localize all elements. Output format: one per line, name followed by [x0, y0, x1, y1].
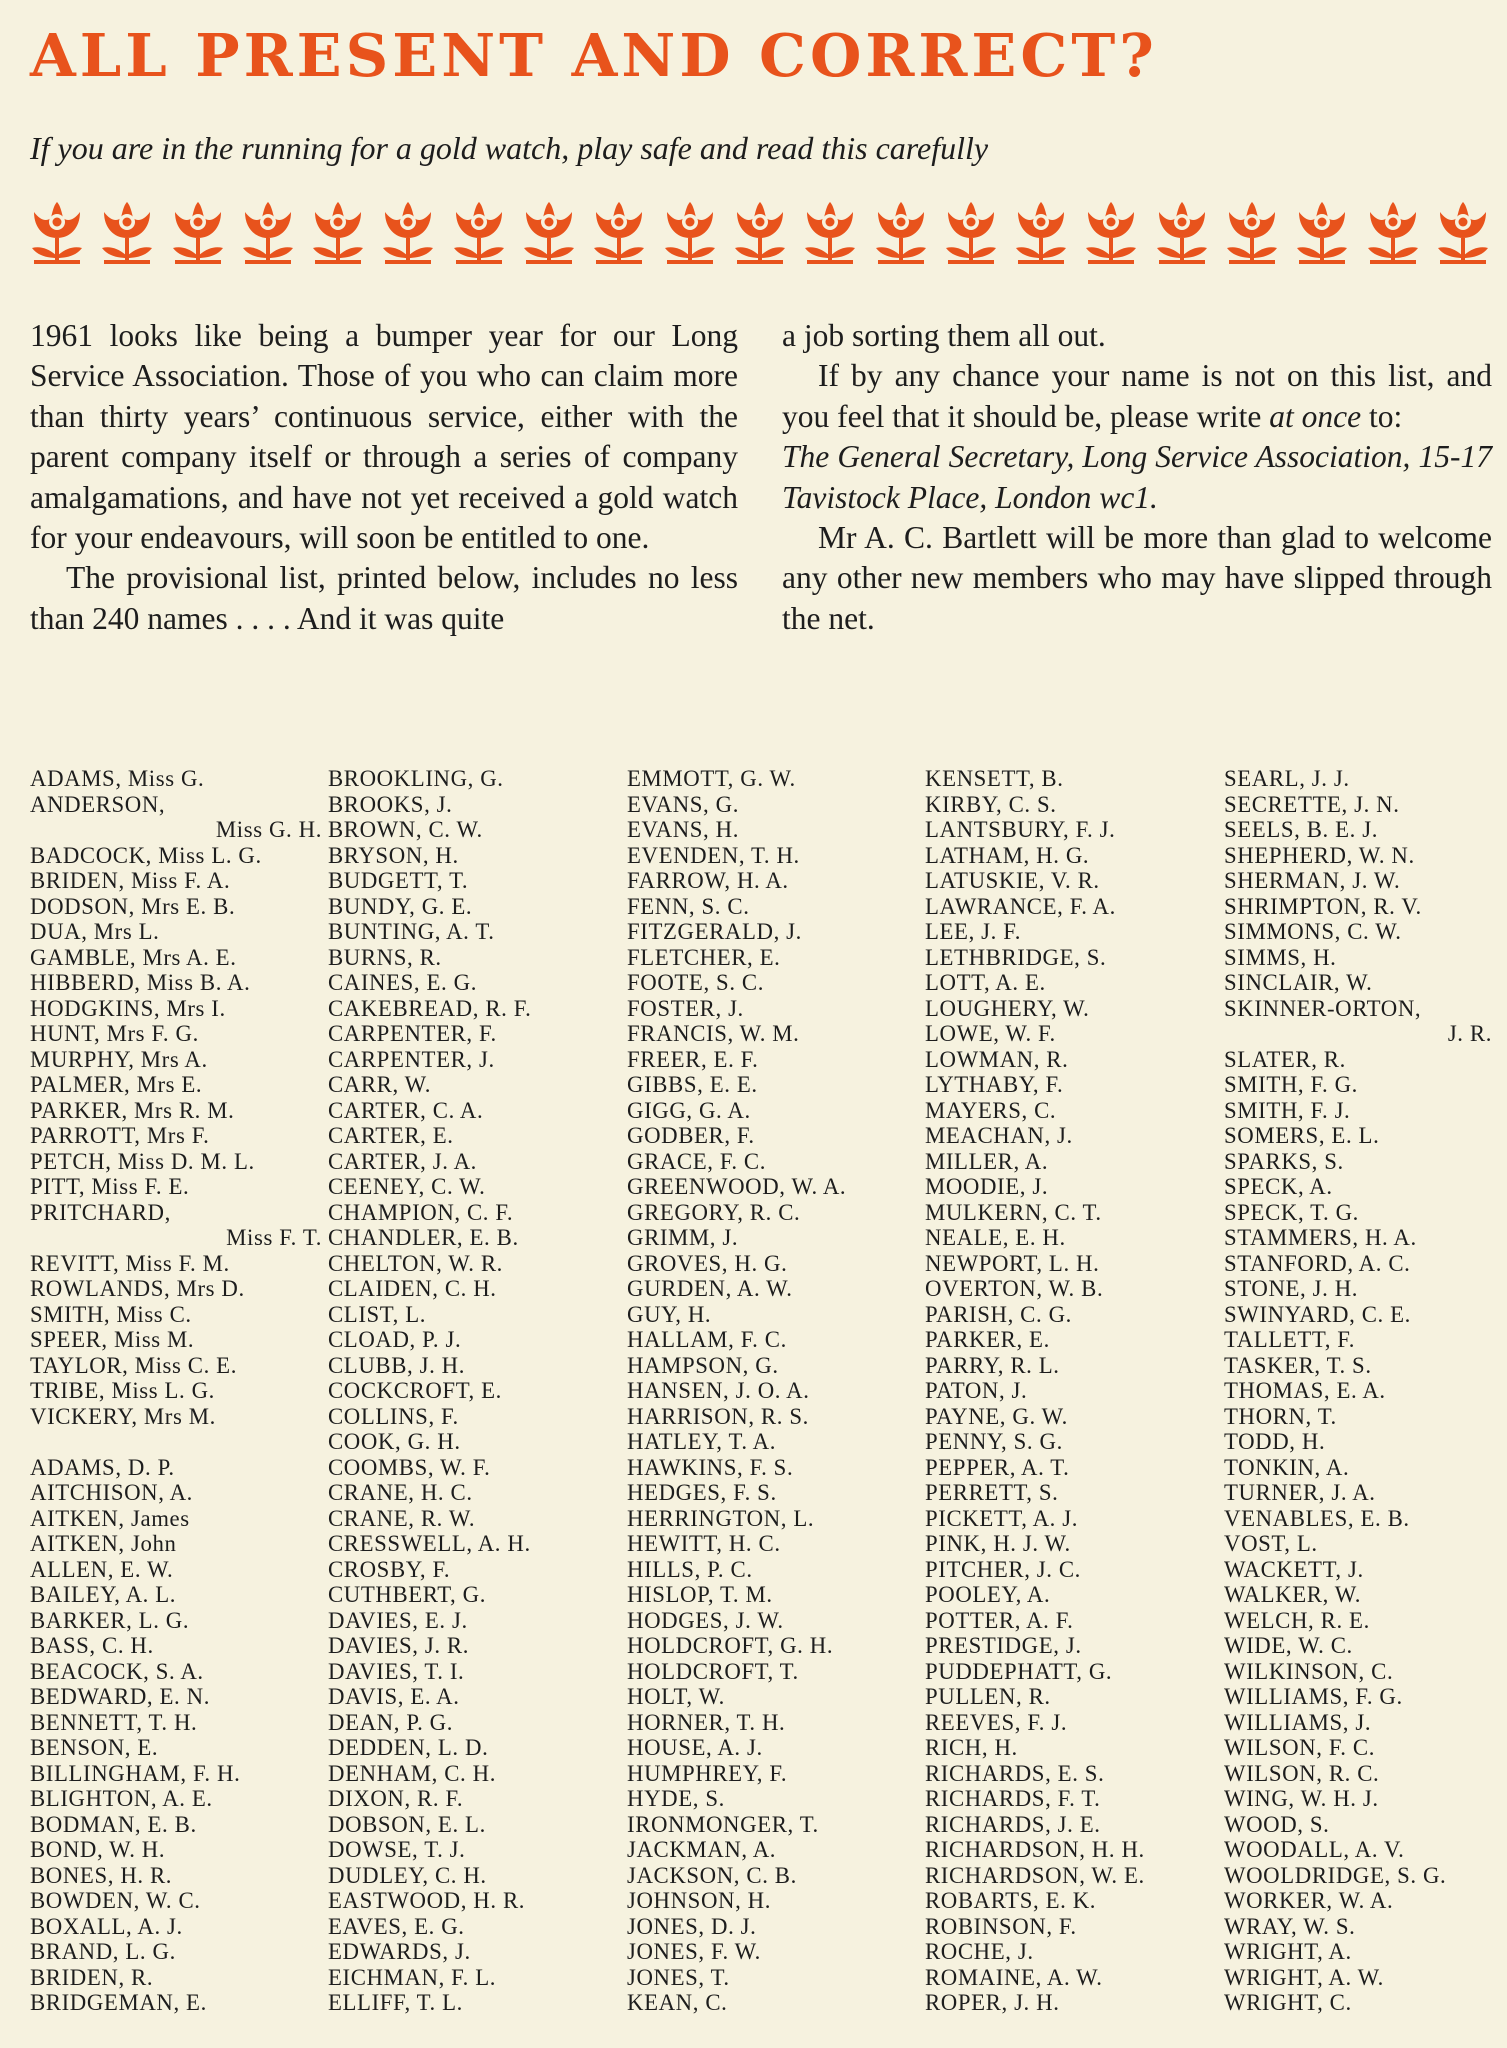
member-name: GUY, H.: [627, 1301, 712, 1327]
member-name: GRACE, F. C.: [627, 1148, 767, 1174]
member-name: CLOAD, P. J.: [328, 1327, 462, 1352]
member-name: HORNER, T. H.: [627, 1709, 786, 1735]
names-column-4: [925, 766, 1217, 2016]
tulip-flower-icon: [169, 198, 227, 266]
member-name: JOHNSON, H.: [627, 1888, 772, 1913]
member-name: BARKER, L. G.: [30, 1607, 190, 1633]
member-name: ROPER, J. H.: [925, 1990, 1060, 2015]
member-name: PARISH, C. G.: [925, 1301, 1072, 1327]
member-name: PEPPER, A. T.: [925, 1454, 1070, 1480]
tulip-flower-icon: [1012, 198, 1070, 266]
member-name: HODGES, J. W.: [627, 1607, 784, 1633]
member-name: EASTWOOD, H. R.: [328, 1888, 526, 1913]
member-name: BRIDGEMAN, E.: [30, 1990, 207, 2015]
member-name: HODGKINS, Mrs I.: [30, 995, 226, 1021]
member-name: SPECK, T. G.: [1224, 1199, 1359, 1225]
member-name: ROBINSON, F.: [925, 1913, 1077, 1939]
tulip-flower-icon: [98, 198, 156, 266]
member-name: AITKEN, James: [30, 1505, 190, 1531]
member-name: HOLDCROFT, T.: [627, 1658, 799, 1684]
member-name: HOLDCROFT, G. H.: [627, 1633, 834, 1658]
member-name: LATUSKIE, V. R.: [925, 868, 1100, 893]
names-column-5: [1224, 766, 1492, 2016]
member-name: BADCOCK, Miss L. G.: [30, 842, 262, 868]
member-name: BROWN, C. W.: [328, 817, 483, 842]
tulip-flower-icon: [309, 198, 367, 266]
member-name: CRESSWELL, A. H.: [328, 1531, 531, 1556]
member-name: GAMBLE, Mrs A. E.: [30, 944, 237, 970]
member-name: CLIST, L.: [328, 1301, 427, 1327]
member-name: FOOTE, S. C.: [627, 970, 765, 995]
member-name: SLATER, R.: [1224, 1046, 1346, 1072]
member-name: VICKERY, Mrs M.: [30, 1403, 216, 1429]
member-name: SMITH, F. G.: [1224, 1072, 1358, 1097]
tulip-flower-icon: [1153, 198, 1211, 266]
names-column-2: [328, 766, 620, 2016]
member-name: GRIMM, J.: [627, 1225, 739, 1250]
member-name: CRANE, H. C.: [328, 1480, 473, 1505]
member-name: TRIBE, Miss L. G.: [30, 1378, 215, 1403]
member-name: BUNTING, A. T.: [328, 919, 495, 944]
member-name: DUDLEY, C. H.: [328, 1862, 487, 1888]
member-name: CHANDLER, E. B.: [328, 1225, 519, 1250]
member-name: PICKETT, A. J.: [925, 1505, 1078, 1531]
member-name: HUMPHREY, F.: [627, 1760, 788, 1786]
member-name: STAMMERS, H. A.: [1224, 1225, 1417, 1250]
member-name: PUDDEPHATT, G.: [925, 1658, 1113, 1684]
member-name: BRIDEN, R.: [30, 1964, 154, 1990]
member-name: DENHAM, C. H.: [328, 1760, 497, 1786]
member-name: GREGORY, R. C.: [627, 1199, 801, 1225]
member-name: WACKETT, J.: [1224, 1556, 1364, 1582]
tulip-flower-icon: [239, 198, 297, 266]
member-name: CARTER, C. A.: [328, 1097, 484, 1123]
member-name: WILSON, R. C.: [1224, 1760, 1380, 1786]
member-name: JACKSON, C. B.: [627, 1862, 797, 1888]
member-name: PARKER, E.: [925, 1327, 1050, 1352]
member-name: HIBBERD, Miss B. A.: [30, 970, 251, 995]
member-name: WRAY, W. S.: [1224, 1913, 1356, 1939]
tulip-flower-icon: [28, 198, 86, 266]
member-name: BONES, H. R.: [30, 1862, 173, 1888]
address-text: The General Secretary, Long Service Association, 15-17 Tavistock Place, London wc1.: [782, 439, 1492, 515]
member-name: BRIDEN, Miss F. A.: [30, 868, 231, 893]
member-name: WOOLDRIDGE, S. G.: [1224, 1862, 1447, 1888]
member-name: ALLEN, E. W.: [30, 1556, 174, 1582]
member-name: BRYSON, H.: [328, 842, 459, 868]
member-name: RICHARDS, E. S.: [925, 1760, 1105, 1786]
member-name: BASS, C. H.: [30, 1633, 154, 1658]
member-name: BEACOCK, S. A.: [30, 1658, 204, 1684]
member-name: PALMER, Mrs E.: [30, 1072, 203, 1097]
member-name: CARPENTER, F.: [328, 1021, 497, 1046]
member-name: SOMERS, E. L.: [1224, 1123, 1380, 1148]
member-name: SIMMS, H.: [1224, 944, 1337, 970]
member-name: BENNETT, T. H.: [30, 1709, 198, 1735]
member-name: BOXALL, A. J.: [30, 1913, 183, 1939]
member-name: THOMAS, E. A.: [1224, 1378, 1386, 1403]
member-name: ADAMS, Miss G.: [30, 766, 205, 791]
member-name: CHELTON, W. R.: [328, 1250, 503, 1276]
member-name: SIMMONS, C. W.: [1224, 919, 1402, 944]
member-name: ELLIFF, T. L.: [328, 1990, 463, 2015]
member-name: PAYNE, G. W.: [925, 1403, 1068, 1429]
member-name: BURNS, R.: [328, 944, 442, 970]
member-name: FITZGERALD, J.: [627, 919, 802, 944]
member-name: FRANCIS, W. M.: [627, 1021, 800, 1046]
list-spacer: [30, 1429, 322, 1455]
member-name: AITKEN, John: [30, 1531, 177, 1556]
member-name: SWINYARD, C. E.: [1224, 1301, 1411, 1327]
member-name: PINK, H. J. W.: [925, 1531, 1071, 1556]
member-name: DODSON, Mrs E. B.: [30, 893, 236, 919]
member-name: SPECK, A.: [1224, 1174, 1333, 1199]
intro-paragraph: 1961 looks like being a bumper year for our Long Service Association. Those of you who can claim more than thirty years’ continuous service, either with the parent company itself or through a series of company amalgamations, and have not yet received a gold watch for your endeavours, will soon be entitled to one.: [30, 318, 738, 556]
member-name: GIGG, G. A.: [627, 1097, 751, 1123]
member-name: WRIGHT, A.: [1224, 1939, 1352, 1964]
member-name: MEACHAN, J.: [925, 1123, 1073, 1148]
member-name: BUDGETT, T.: [328, 868, 469, 893]
member-name: MILLER, A.: [925, 1148, 1049, 1174]
member-name: HISLOP, T. M.: [627, 1582, 773, 1607]
member-name: HEWITT, H. C.: [627, 1531, 781, 1556]
member-name: RICHARDSON, W. E.: [925, 1862, 1145, 1888]
names-column-1: [30, 766, 322, 2016]
member-name: AITCHISON, A.: [30, 1480, 193, 1505]
member-name: CUTHBERT, G.: [328, 1582, 487, 1607]
member-name: POOLEY, A.: [925, 1582, 1051, 1607]
member-name: CROSBY, F.: [328, 1556, 451, 1582]
member-name: DOWSE, T. J.: [328, 1837, 466, 1862]
member-name: PRESTIDGE, J.: [925, 1633, 1082, 1658]
member-name: TASKER, T. S.: [1224, 1352, 1372, 1378]
member-name: DOBSON, E. L.: [328, 1811, 486, 1837]
member-name: FLETCHER, E.: [627, 944, 781, 970]
member-name: REEVES, F. J.: [925, 1709, 1068, 1735]
member-name: BOWDEN, W. C.: [30, 1888, 201, 1913]
member-name: PARKER, Mrs R. M.: [30, 1097, 235, 1123]
member-name: CAKEBREAD, R. F.: [328, 995, 532, 1021]
member-name: GODBER, F.: [627, 1123, 755, 1148]
member-name: SHEPHERD, W. N.: [1224, 842, 1415, 868]
member-name: NEALE, E. H.: [925, 1225, 1066, 1250]
tulip-flower-icon: [731, 198, 789, 266]
member-name: BILLINGHAM, F. H.: [30, 1760, 241, 1786]
member-name: MOODIE, J.: [925, 1174, 1049, 1199]
page-title: ALL PRESENT AND CORRECT?: [30, 21, 1158, 90]
member-name: KEAN, C.: [627, 1990, 728, 2015]
member-name: HEDGES, F. S.: [627, 1480, 777, 1505]
member-name: ANDERSON,: [30, 791, 166, 817]
member-name: HOLT, W.: [627, 1684, 725, 1709]
member-name: SHERMAN, J. W.: [1224, 868, 1401, 893]
member-name: TONKIN, A.: [1224, 1454, 1350, 1480]
member-name: FARROW, H. A.: [627, 868, 789, 893]
member-name: IRONMONGER, T.: [627, 1811, 819, 1837]
member-name: KIRBY, C. S.: [925, 791, 1057, 817]
member-name: LANTSBURY, F. J.: [925, 817, 1116, 842]
member-name: EAVES, E. G.: [328, 1913, 465, 1939]
member-name: BRAND, L. G.: [30, 1939, 176, 1964]
member-name: HERRINGTON, L.: [627, 1505, 815, 1531]
member-name: PATON, J.: [925, 1378, 1028, 1403]
member-name: COOK, G. H.: [328, 1429, 461, 1454]
member-name: WOOD, S.: [1224, 1811, 1330, 1837]
member-name: CRANE, R. W.: [328, 1505, 476, 1531]
member-name: DAVIES, E. J.: [328, 1607, 468, 1633]
intro-text: If by any chance your name is not on this list, and you feel that it should be, please write: [782, 358, 1492, 434]
member-name: TALLETT, F.: [1224, 1327, 1356, 1352]
member-name: CARPENTER, J.: [328, 1046, 495, 1072]
member-name: VOST, L.: [1224, 1531, 1318, 1556]
member-name: RICH, H.: [925, 1735, 1018, 1760]
member-name: WALKER, W.: [1224, 1582, 1362, 1607]
member-name: PENNY, S. G.: [925, 1429, 1063, 1454]
member-name: PERRETT, S.: [925, 1480, 1059, 1505]
member-name: SECRETTE, J. N.: [1224, 791, 1400, 817]
member-name: SPARKS, S.: [1224, 1148, 1344, 1174]
tulip-flower-icon: [872, 198, 930, 266]
member-name: TURNER, J. A.: [1224, 1480, 1376, 1505]
member-name: CAINES, E. G.: [328, 970, 478, 995]
member-name: BOND, W. H.: [30, 1837, 166, 1862]
member-name: FOSTER, J.: [627, 995, 744, 1021]
member-name: HYDE, S.: [627, 1786, 725, 1811]
member-name: LOUGHERY, W.: [925, 995, 1090, 1021]
member-name: BAILEY, A. L.: [30, 1582, 177, 1607]
member-name: CEENEY, C. W.: [328, 1174, 486, 1199]
member-name: JONES, T.: [627, 1964, 730, 1990]
member-name: JACKMAN, A.: [627, 1837, 777, 1862]
member-name: EMMOTT, G. W.: [627, 766, 796, 791]
tulip-flower-icon: [1293, 198, 1351, 266]
member-name: ROWLANDS, Mrs D.: [30, 1276, 245, 1301]
member-name: LEE, J. F.: [925, 919, 1021, 944]
member-name: DAVIS, E. A.: [328, 1684, 460, 1709]
member-name: PITT, Miss F. E.: [30, 1174, 190, 1199]
member-name: LATHAM, H. G.: [925, 842, 1090, 868]
member-name: WING, W. H. J.: [1224, 1786, 1379, 1811]
member-name: COCKCROFT, E.: [328, 1378, 502, 1403]
member-name: BROOKLING, G.: [328, 766, 504, 791]
member-name: HARRISON, R. S.: [627, 1403, 809, 1429]
intro-paragraph: a job sorting them all out.: [782, 318, 1106, 353]
member-name: HOUSE, A. J.: [627, 1735, 763, 1760]
tulip-flower-icon: [942, 198, 1000, 266]
member-name: HALLAM, F. C.: [627, 1327, 787, 1352]
member-name: PULLEN, R.: [925, 1684, 1051, 1709]
member-name: HUNT, Mrs F. G.: [30, 1021, 199, 1046]
tulip-flower-icon: [1364, 198, 1422, 266]
member-name: PARRY, R. L.: [925, 1352, 1060, 1378]
member-name: JONES, D. J.: [627, 1913, 757, 1939]
member-name: DAVIES, T. I.: [328, 1658, 465, 1684]
member-name: WILSON, F. C.: [1224, 1735, 1375, 1760]
member-name: THORN, T.: [1224, 1403, 1337, 1429]
member-name: VENABLES, E. B.: [1224, 1505, 1410, 1531]
member-name: CLUBB, J. H.: [328, 1352, 466, 1378]
member-name: WRIGHT, C.: [1224, 1990, 1352, 2015]
tulip-flower-icon: [379, 198, 437, 266]
member-name: NEWPORT, L. H.: [925, 1250, 1100, 1276]
names-column-3: [627, 766, 919, 2016]
member-name: SMITH, F. J.: [1224, 1097, 1351, 1123]
member-name: DIXON, R. F.: [328, 1786, 464, 1811]
member-name: BUNDY, G. E.: [328, 893, 473, 919]
member-name: WOODALL, A. V.: [1224, 1837, 1405, 1862]
member-name: TODD, H.: [1224, 1429, 1326, 1454]
tulip-flower-icon: [1223, 198, 1281, 266]
member-name: CLAIDEN, C. H.: [328, 1276, 497, 1301]
member-name: SKINNER-ORTON,: [1224, 995, 1422, 1021]
member-name: ROCHE, J.: [925, 1939, 1034, 1964]
intro-text: to:: [1368, 398, 1403, 434]
member-name: CHAMPION, C. F.: [328, 1199, 514, 1225]
member-name: ROBARTS, E. K.: [925, 1888, 1097, 1913]
member-name: FREER, E. F.: [627, 1046, 759, 1072]
member-name: REVITT, Miss F. M.: [30, 1250, 230, 1276]
tulip-flower-icon: [1082, 198, 1140, 266]
member-name: GIBBS, E. E.: [627, 1072, 758, 1097]
member-name: HAMPSON, G.: [627, 1352, 779, 1378]
member-name: Miss G. H.: [215, 817, 322, 842]
member-name: SEELS, B. E. J.: [1224, 817, 1379, 842]
member-name: GROVES, H. G.: [627, 1250, 788, 1276]
member-name: STANFORD, A. C.: [1224, 1250, 1411, 1276]
member-name: LOTT, A. E.: [925, 970, 1046, 995]
page-subtitle: If you are in the running for a gold watch, play safe and read this carefully: [30, 130, 989, 166]
tulip-flower-icon: [801, 198, 859, 266]
member-name: MAYERS, C.: [925, 1097, 1057, 1123]
member-name: ADAMS, D. P.: [30, 1454, 175, 1480]
member-name: CARTER, J. A.: [328, 1148, 477, 1174]
member-name: WIDE, W. C.: [1224, 1633, 1353, 1658]
member-name: RICHARDS, F. T.: [925, 1786, 1101, 1811]
member-name: FENN, S. C.: [627, 893, 750, 919]
member-name: WILLIAMS, J.: [1224, 1709, 1372, 1735]
member-name: HILLS, P. C.: [627, 1556, 753, 1582]
tulip-flower-icon: [1434, 198, 1492, 266]
member-name: DEAN, P. G.: [328, 1709, 454, 1735]
intro-paragraph: [782, 356, 1492, 437]
member-name: SINCLAIR, W.: [1224, 970, 1373, 995]
member-name: BENSON, E.: [30, 1735, 159, 1760]
member-name: ROMAINE, A. W.: [925, 1964, 1103, 1990]
member-name: JONES, F. W.: [627, 1939, 761, 1964]
member-name: SEARL, J. J.: [1224, 766, 1350, 791]
member-name: GREENWOOD, W. A.: [627, 1174, 847, 1199]
member-name: BODMAN, E. B.: [30, 1811, 197, 1837]
tulip-flower-icon: [450, 198, 508, 266]
member-name: WILKINSON, C.: [1224, 1658, 1394, 1684]
member-name: HAWKINS, F. S.: [627, 1454, 794, 1480]
member-name: CARR, W.: [328, 1072, 431, 1097]
member-name: SPEER, Miss M.: [30, 1327, 195, 1352]
intro-paragraph: Mr A. C. Bartlett will be more than glad to welcome any other new members who may have slipped through the net.: [782, 520, 1492, 636]
member-name: GURDEN, A. W.: [627, 1276, 793, 1301]
member-name: EVANS, G.: [627, 791, 740, 817]
member-name: WILLIAMS, F. G.: [1224, 1684, 1403, 1709]
member-name: PRITCHARD,: [30, 1199, 171, 1225]
member-name: EVANS, H.: [627, 817, 740, 842]
emphasis-text: at once: [1269, 398, 1362, 434]
member-name: COLLINS, F.: [328, 1403, 459, 1429]
intro-column-left: [30, 316, 738, 639]
member-name: WELCH, R. E.: [1224, 1607, 1370, 1633]
member-name: COOMBS, W. F.: [328, 1454, 491, 1480]
member-name: LYTHABY, F.: [925, 1072, 1064, 1097]
member-name: CARTER, E.: [328, 1123, 454, 1148]
member-name: RICHARDSON, H. H.: [925, 1837, 1145, 1862]
member-name: PARROTT, Mrs F.: [30, 1123, 210, 1148]
member-name: J. R.: [1447, 1021, 1492, 1046]
member-name: LOWE, W. F.: [925, 1021, 1056, 1046]
member-name: SHRIMPTON, R. V.: [1224, 893, 1422, 919]
member-name: Miss F. T.: [226, 1225, 322, 1250]
member-name: MURPHY, Mrs A.: [30, 1046, 208, 1072]
member-name: LOWMAN, R.: [925, 1046, 1069, 1072]
member-name: DUA, Mrs L.: [30, 919, 160, 944]
member-name: HATLEY, T. A.: [627, 1429, 777, 1454]
flower-ornament-border: [28, 198, 1492, 268]
member-name: OVERTON, W. B.: [925, 1276, 1104, 1301]
member-name: EDWARDS, J.: [328, 1939, 471, 1964]
tulip-flower-icon: [590, 198, 648, 266]
member-name: BEDWARD, E. N.: [30, 1684, 210, 1709]
member-name: RICHARDS, J. E.: [925, 1811, 1101, 1837]
member-name: MULKERN, C. T.: [925, 1199, 1102, 1225]
intro-column-right: [782, 316, 1492, 639]
member-name: PITCHER, J. C.: [925, 1556, 1081, 1582]
member-name: BLIGHTON, A. E.: [30, 1786, 213, 1811]
member-name: EICHMAN, F. L.: [328, 1964, 497, 1990]
tulip-flower-icon: [661, 198, 719, 266]
intro-paragraph: The provisional list, printed below, includes no less than 240 names . . . . And it was quite: [30, 560, 738, 636]
member-name: HANSEN, J. O. A.: [627, 1378, 810, 1403]
member-name: POTTER, A. F.: [925, 1607, 1074, 1633]
member-name: EVENDEN, T. H.: [627, 842, 800, 868]
member-name: SMITH, Miss C.: [30, 1301, 192, 1327]
member-name: KENSETT, B.: [925, 766, 1064, 791]
member-name: BROOKS, J.: [328, 791, 453, 817]
member-name: STONE, J. H.: [1224, 1276, 1359, 1301]
member-name: WORKER, W. A.: [1224, 1888, 1394, 1913]
tulip-flower-icon: [520, 198, 578, 266]
member-name: WRIGHT, A. W.: [1224, 1964, 1384, 1990]
member-name: DEDDEN, L. D.: [328, 1735, 489, 1760]
member-name: LAWRANCE, F. A.: [925, 893, 1116, 919]
member-name: PETCH, Miss D. M. L.: [30, 1148, 255, 1174]
member-name: LETHBRIDGE, S.: [925, 944, 1107, 970]
member-name: TAYLOR, Miss C. E.: [30, 1352, 237, 1378]
member-name: DAVIES, J. R.: [328, 1633, 470, 1658]
